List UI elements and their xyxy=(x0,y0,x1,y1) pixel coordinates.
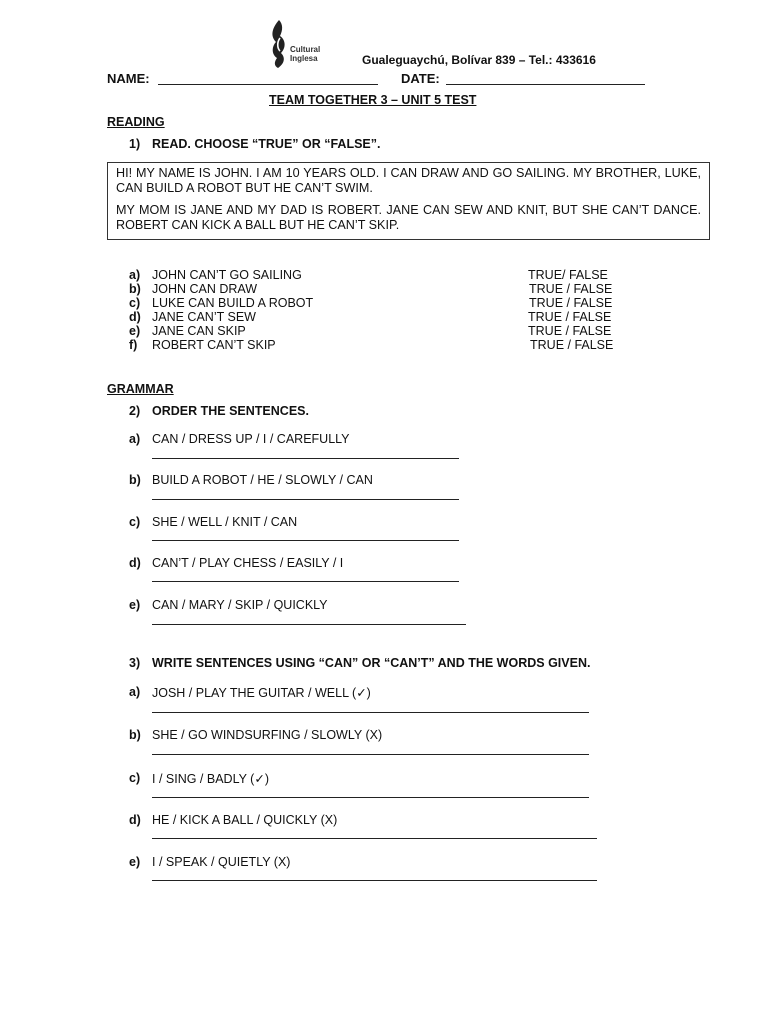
statement-text: JANE CAN’T SEW xyxy=(152,310,256,324)
sentence-prompt: JOSH / PLAY THE GUITAR / WELL (✓) xyxy=(152,686,371,700)
exercise-1-instruction: READ. CHOOSE “TRUE” OR “FALSE”. xyxy=(152,137,381,151)
logo-text: Cultural Inglesa xyxy=(290,45,321,63)
exercise-3-number: 3) xyxy=(129,656,141,670)
cultural-inglesa-logo xyxy=(268,18,332,70)
item-letter: e) xyxy=(129,324,141,338)
answer-line[interactable] xyxy=(152,581,459,582)
item-letter: d) xyxy=(129,813,141,827)
item-letter: b) xyxy=(129,728,141,742)
sentence-prompt: I / SPEAK / QUIETLY (X) xyxy=(152,855,291,869)
sentence-prompt: I / SING / BADLY (✓) xyxy=(152,772,269,786)
item-letter: b) xyxy=(129,282,141,296)
name-field-line[interactable] xyxy=(158,84,378,85)
answer-line[interactable] xyxy=(152,712,589,713)
exercise-3-instruction: WRITE SENTENCES USING “CAN” OR “CAN’T” AND THE WORDS GIVEN. xyxy=(152,656,591,670)
test-title: TEAM TOGETHER 3 – UNIT 5 TEST xyxy=(269,93,477,107)
statement-text: ROBERT CAN’T SKIP xyxy=(152,338,276,352)
flame-logo-icon xyxy=(268,18,290,70)
answer-line[interactable] xyxy=(152,880,597,881)
item-letter: c) xyxy=(129,296,141,310)
statement-text: LUKE CAN BUILD A ROBOT xyxy=(152,296,314,310)
scrambled-sentence: CAN’T / PLAY CHESS / EASILY / I xyxy=(152,556,344,570)
item-letter: e) xyxy=(129,598,141,612)
reading-text-box xyxy=(107,162,710,240)
name-label: NAME: xyxy=(107,71,150,86)
date-field-line[interactable] xyxy=(446,84,645,85)
answer-line[interactable] xyxy=(152,754,589,755)
grammar-section-heading: GRAMMAR xyxy=(107,382,174,396)
school-address: Gualeguaychú, Bolívar 839 – Tel.: 433616 xyxy=(362,53,596,67)
reading-paragraph: HI! MY NAME IS JOHN. I AM 10 YEARS OLD. I CAN DRAW AND GO SAILING. MY BROTHER, LUKE, CAN BUILD A ROBOT BUT HE CAN’T SWIM. xyxy=(116,166,701,195)
statement-text: JOHN CAN DRAW xyxy=(152,282,258,296)
reading-section-heading: READING xyxy=(107,115,165,129)
item-letter: c) xyxy=(129,515,141,529)
statement-text: JOHN CAN’T GO SAILING xyxy=(152,268,302,282)
item-letter: d) xyxy=(129,310,141,324)
item-letter: d) xyxy=(129,556,141,570)
answer-line[interactable] xyxy=(152,797,589,798)
scrambled-sentence: BUILD A ROBOT / HE / SLOWLY / CAN xyxy=(152,473,373,487)
answer-line[interactable] xyxy=(152,838,597,839)
true-false-option[interactable]: TRUE / FALSE xyxy=(529,282,613,296)
exercise-1-number: 1) xyxy=(129,137,141,151)
item-letter: f) xyxy=(129,338,138,352)
reading-paragraph: MY MOM IS JANE AND MY DAD IS ROBERT. JANE CAN SEW AND KNIT, BUT SHE CAN’T DANCE. ROBERT CAN KICK A BALL BUT HE CAN’T SKIP. xyxy=(116,203,701,232)
true-false-option[interactable]: TRUE / FALSE xyxy=(530,338,614,352)
sentence-prompt: SHE / GO WINDSURFING / SLOWLY (X) xyxy=(152,728,383,742)
answer-line[interactable] xyxy=(152,624,466,625)
scrambled-sentence: CAN / DRESS UP / I / CAREFULLY xyxy=(152,432,350,446)
true-false-option[interactable]: TRUE / FALSE xyxy=(528,324,612,338)
true-false-option[interactable]: TRUE / FALSE xyxy=(528,310,612,324)
exercise-2-instruction: ORDER THE SENTENCES. xyxy=(152,404,309,418)
item-letter: a) xyxy=(129,432,141,446)
answer-line[interactable] xyxy=(152,458,459,459)
exercise-2-number: 2) xyxy=(129,404,141,418)
date-label: DATE: xyxy=(401,71,440,86)
item-letter: e) xyxy=(129,855,141,869)
answer-line[interactable] xyxy=(152,540,459,541)
item-letter: c) xyxy=(129,771,141,785)
scrambled-sentence: SHE / WELL / KNIT / CAN xyxy=(152,515,298,529)
item-letter: a) xyxy=(129,268,141,282)
true-false-option[interactable]: TRUE / FALSE xyxy=(529,296,613,310)
item-letter: a) xyxy=(129,685,141,699)
sentence-prompt: HE / KICK A BALL / QUICKLY (X) xyxy=(152,813,338,827)
statement-text: JANE CAN SKIP xyxy=(152,324,246,338)
item-letter: b) xyxy=(129,473,141,487)
scrambled-sentence: CAN / MARY / SKIP / QUICKLY xyxy=(152,598,328,612)
true-false-option[interactable]: TRUE/ FALSE xyxy=(528,268,608,282)
answer-line[interactable] xyxy=(152,499,459,500)
